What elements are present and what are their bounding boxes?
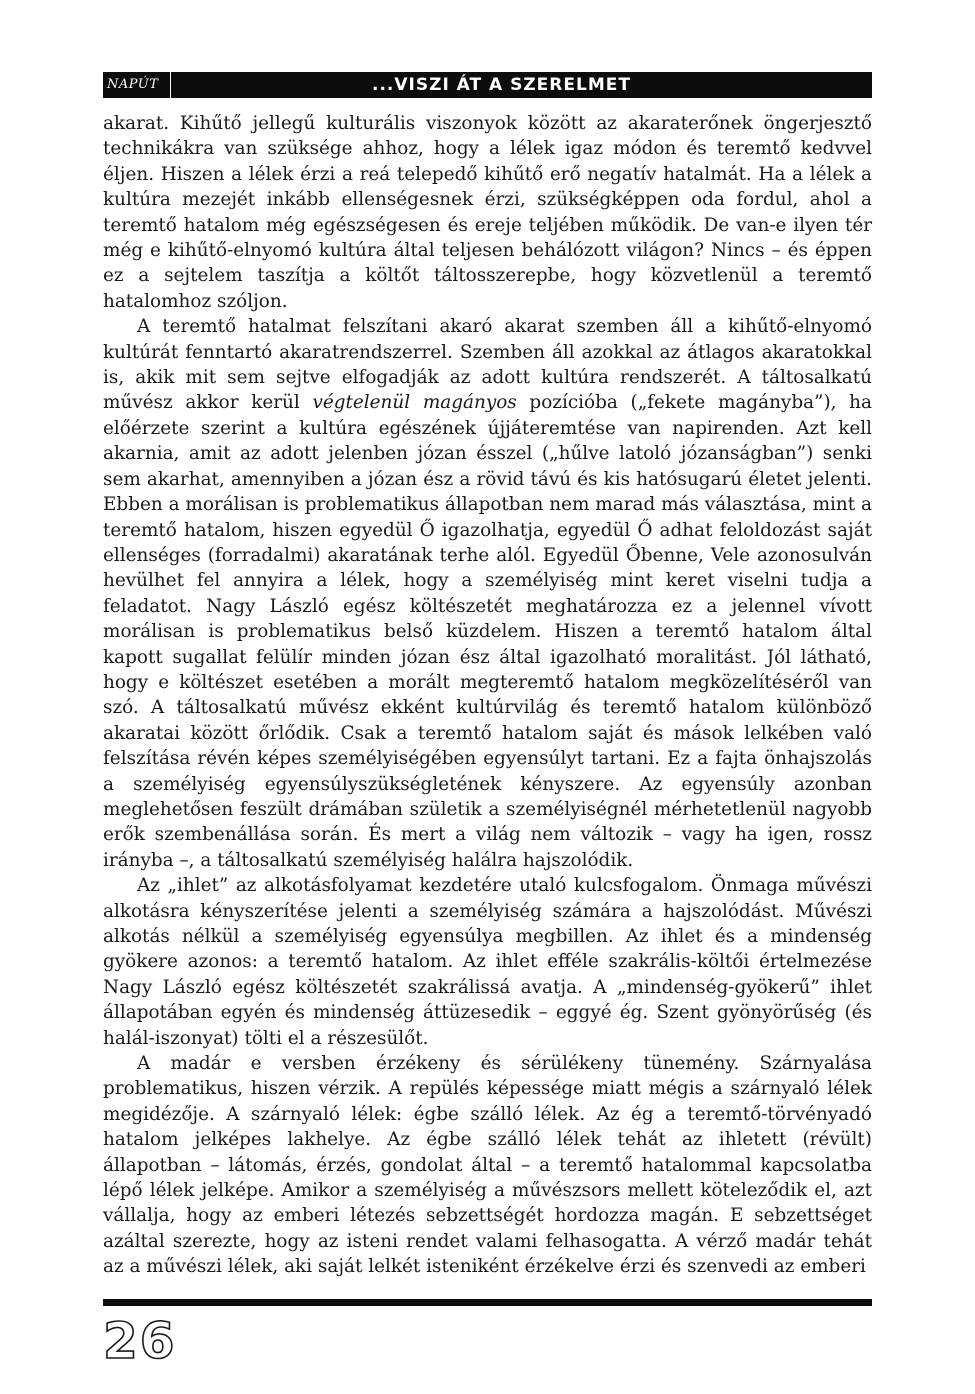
article-body [103, 111, 872, 1280]
paragraph-text: akarat. Kihűtő jellegű kulturális viszonyok között az akaraterőnek öngerjesztő technikákra van szüksége ahhoz, hogy a lélek igaz módon és teremtő kedvvel éljen. Hiszen a lélek érzi a reá telepedő kihűtő erő negatív hatalmát. Ha a lélek a kultúra mezejét inkább ellenségesnek érzi, szükségképpen oda fordul, ahol a teremtő hatalom még egészségesen és ereje teljében működik. De van-e ilyen tér még e kihűtő-elnyomó kultúra által teljesen behálózott világon? Nincs – és éppen ez a sejtelem taszítja a költőt táltosszerepbe, hogy közvetlenül a teremtő hatalomhoz szóljon. [103, 113, 872, 312]
paragraph-text: A teremtő hatalmat felszítani akaró akarat szemben áll a kihűtő-elnyomó kultúrát fenntartó akaratrendszerrel. Szemben áll azokkal az átlagos akaratokkal is, akik mit sem sejtve elfogadják az adott kultúra rendszerét. A táltosalkatú művész akkor kerül [103, 316, 872, 414]
paragraph [103, 1051, 872, 1280]
footer-rule [103, 1299, 872, 1306]
paragraph [103, 111, 872, 314]
journal-logo: NAPÚT [103, 72, 171, 98]
paragraph [103, 314, 872, 873]
page-number: 26 [103, 1312, 177, 1370]
paragraph-text: pozícióba („fekete magányba”), ha előérzete szerint a kultúra egészének újjáteremtése van napirenden. Azt kell akarnia, amit az adott jelenben józan ésszel („hűlve latoló józanságban”) senki sem akarhat, amennyiben a józan ész a rövid távú és kis hatósugarú életet jelenti. Ebben a morálisan is problematikus állapotban nem marad más választása, mint a teremtő hatalom, hiszen egyedül Ő igazolhatja, egyedül Ő adhat feloldozást saját ellenséges (forradalmi) akaratának terhe alól. Egyedül Őbenne, Vele azonosulván hevülhet fel annyira a lélek, hogy a személyiség mint keret viselni tudja a feladatot. Nagy László egész költészetét meghatározza ez a jelennel vívott morálisan is problematikus belső küzdelem. Hiszen a teremtő hatalom által kapott sugallat felülír minden józan ész által igazolható moralitást. Jól látható, hogy e költészet esetében a morált megteremtő hatalom megközelítéséről van szó. A táltosalkatú művész ekként kultúrvilág és teremtő hatalom különböző akaratai között őrlődik. Csak a teremtő hatalom saját és mások lelkében való felszítása révén képes személyiségében egyensúlyt tartani. Ez a fajta önhajszolás a személyiség egyensúlyszükségletének kényszere. Az egyensúly azonban meglehetősen feszült drámában születik a személyiségnél mérhetetlenül nagyobb erők szembenállása során. És mert a világ nem változik – vagy ha igen, rossz irányba –, a táltosalkatú személyiség halálra hajszolódik. [103, 392, 872, 871]
running-title: ...VISZI ÁT A SZERELMET [372, 75, 631, 95]
emphasis-text: végtelenül magányos [312, 392, 517, 414]
paragraph-text: Az „ihlet” az alkotásfolyamat kezdetére utaló kulcsfogalom. Önmaga művészi alkotásra kényszerítése jelenti a személyiség számára a hajszolódást. Művészi alkotás nélkül a személyiség egyensúlya megbillen. Az ihlet és a mindenség gyökere azonos: a teremtő hatalom. Az ihlet efféle szakrális-költői értelmezése Nagy László egész költészetét szakrálissá avatja. A „mindenség-gyökerű” ihlet állapotában egyén és mindenség áttüzesedik – eggyé ég. Szent gyönyörűség (és halál-iszonyat) tölti el a részesülőt. [103, 875, 872, 1049]
paragraph-text: A madár e versben érzékeny és sérülékeny tünemény. Szárnyalása problematikus, hiszen vérzik. A repülés képessége miatt mégis a szárnyaló lélek megidézője. A szárnyaló lélek: égbe szálló lélek. Az ég a teremtő-törvényadó hatalom jelképes lakhelye. Az égbe szálló lélek tehát az ihletett (révült) állapotban – látomás, érzés, gondolat által – a teremtő hatalommal kapcsolatba lépő lélek jelképe. Amikor a személyiség a művészsors mellett köteleződik el, azt vállalja, hogy az emberi létezés sebzettségét hordozza magán. E sebzettséget azáltal szerezte, hogy az isteni rendet valami felhasogatta. A vérző madár tehát az a művészi lélek, aki saját lelkét isteniként érzékelve érzi és szenvedi az emberi [103, 1053, 872, 1278]
paragraph [103, 873, 872, 1051]
running-header [103, 72, 872, 98]
